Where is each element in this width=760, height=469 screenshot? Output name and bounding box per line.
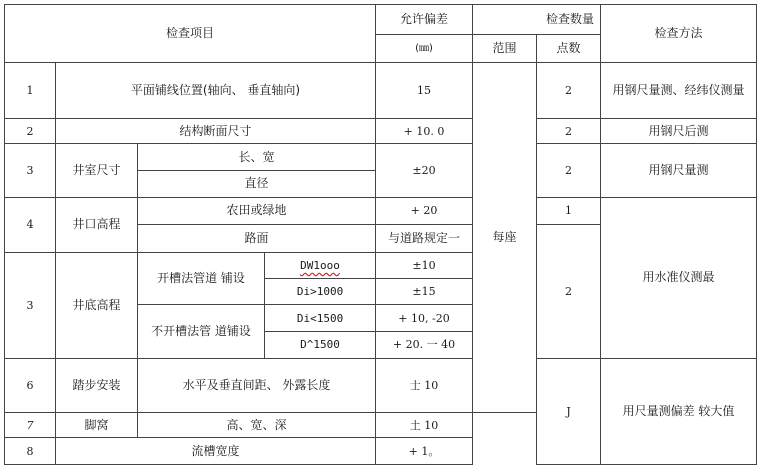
row7-item: 脚窝	[56, 413, 138, 438]
row1-method: 用钢尺量测、经纬仪测量	[601, 62, 757, 119]
row1-number: 1	[5, 62, 56, 119]
header-range: 范围	[473, 34, 537, 62]
row5-cond-4: D^1500	[265, 331, 376, 358]
row1-item: 平面铺线位置(轴向、 垂直轴向)	[56, 62, 376, 119]
header-quantity: 检查数量	[473, 5, 601, 35]
row5-tol-2: ±15	[376, 279, 473, 305]
row1-points: 2	[537, 62, 601, 119]
row3-number: 3	[5, 144, 56, 198]
row8-tolerance: + 1。	[376, 438, 473, 465]
row5-cond-2: Di>1000	[265, 279, 376, 305]
row7-tolerance: 土 10	[376, 413, 473, 438]
header-item: 检查项目	[5, 5, 376, 63]
row8-number: 8	[5, 438, 56, 465]
level-method: 用水准仪测最	[601, 197, 757, 358]
row5-tol-4: + 20. 一 40	[376, 331, 473, 358]
row4-item: 井口高程	[56, 197, 138, 252]
row7-detail: 高、宽、深	[138, 413, 376, 438]
row7-number: 7	[5, 413, 56, 438]
row6-tolerance: 士 10	[376, 358, 473, 413]
row3-tolerance: ±20	[376, 144, 473, 198]
row5-number: 3	[5, 252, 56, 358]
row2-points: 2	[537, 119, 601, 144]
row6-item: 踏步安装	[56, 358, 138, 413]
row5-cond-3: Di<1500	[265, 305, 376, 332]
row2-item: 结构断面尺寸	[56, 119, 376, 144]
row4-sub-road: 路面	[138, 224, 376, 252]
row3-points: 2	[537, 144, 601, 198]
row5-cond-1	[265, 252, 376, 279]
row5-open-cut: 开槽法管道 铺设	[138, 252, 265, 305]
header-points: 点数	[537, 34, 601, 62]
header-tolerance: 允许偏差	[376, 5, 473, 35]
header-tolerance-unit: (㎜)	[376, 34, 473, 62]
row3-sub-diameter: 直径	[138, 171, 376, 198]
row3-method: 用钢尺量测	[601, 144, 757, 198]
row8-item: 流槽宽度	[56, 438, 376, 465]
row5-item: 井底高程	[56, 252, 138, 358]
row5-tol-3: + 10, -20	[376, 305, 473, 332]
row6-detail: 水平及垂直间距、 外露长度	[138, 358, 376, 413]
row2-tolerance: + 10. 0	[376, 119, 473, 144]
row4-tolerance-farmland: + 20	[376, 197, 473, 224]
row2-number: 2	[5, 119, 56, 144]
row5-no-cut: 不开槽法管 道铺设	[138, 305, 265, 359]
header-method: 检查方法	[601, 5, 757, 63]
bottom-points: J	[537, 358, 601, 464]
row2-method: 用钢尺后测	[601, 119, 757, 144]
row4-sub-farmland: 农田或绿地	[138, 197, 376, 224]
row1-tolerance: 15	[376, 62, 473, 119]
row4-number: 4	[5, 197, 56, 252]
row5-cond-1-text: DW1ooo	[300, 258, 340, 272]
range-shared: 每座	[473, 62, 537, 413]
row3-sub-length-width: 长、宽	[138, 144, 376, 171]
row5-tol-1: ±10	[376, 252, 473, 279]
row5-points: 2	[537, 224, 601, 358]
bottom-method: 用尺量测偏差 较大值	[601, 358, 757, 464]
inspection-table	[4, 4, 757, 465]
row6-number: 6	[5, 358, 56, 413]
row3-item: 井室尺寸	[56, 144, 138, 198]
row4-tolerance-road: 与道路规定一	[376, 224, 473, 252]
row4-points: 1	[537, 197, 601, 224]
